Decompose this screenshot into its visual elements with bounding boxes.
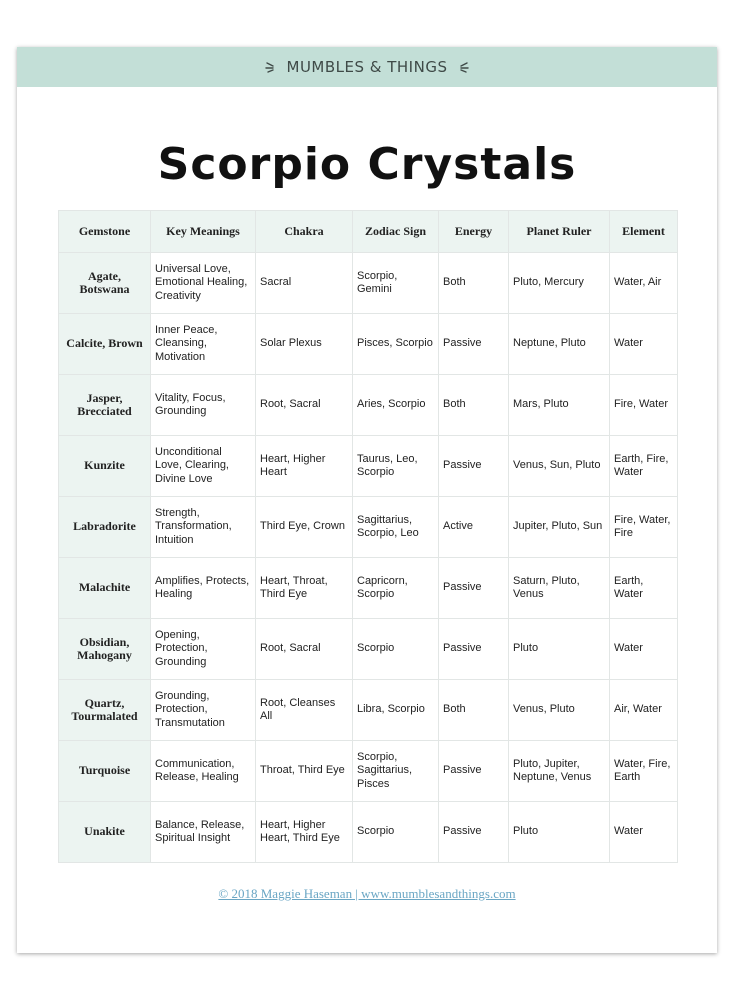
energy-cell: Both bbox=[439, 253, 509, 314]
zodiac-sign-cell: Scorpio, Sagittarius, Pisces bbox=[353, 741, 439, 802]
planet-ruler-cell: Jupiter, Pluto, Sun bbox=[509, 497, 610, 558]
planet-ruler-cell: Venus, Sun, Pluto bbox=[509, 436, 610, 497]
column-header: Zodiac Sign bbox=[353, 211, 439, 253]
energy-cell: Passive bbox=[439, 558, 509, 619]
energy-cell: Passive bbox=[439, 802, 509, 863]
sparkle-right-icon bbox=[453, 59, 469, 75]
key-meanings-cell: Universal Love, Emotional Healing, Creativity bbox=[151, 253, 256, 314]
chakra-cell: Sacral bbox=[256, 253, 353, 314]
energy-cell: Both bbox=[439, 680, 509, 741]
copyright-footer-link[interactable]: © 2018 Maggie Haseman | www.mumblesandthings.com bbox=[218, 886, 516, 901]
planet-ruler-cell: Venus, Pluto bbox=[509, 680, 610, 741]
chakra-cell: Throat, Third Eye bbox=[256, 741, 353, 802]
table-row bbox=[59, 375, 678, 436]
key-meanings-cell: Communication, Release, Healing bbox=[151, 741, 256, 802]
zodiac-sign-cell: Sagittarius, Scorpio, Leo bbox=[353, 497, 439, 558]
zodiac-sign-cell: Capricorn, Scorpio bbox=[353, 558, 439, 619]
zodiac-sign-cell: Scorpio bbox=[353, 802, 439, 863]
key-meanings-cell: Unconditional Love, Clearing, Divine Love bbox=[151, 436, 256, 497]
gemstone-cell: Labradorite bbox=[59, 497, 151, 558]
crystals-table bbox=[58, 210, 678, 863]
planet-ruler-cell: Pluto bbox=[509, 619, 610, 680]
table-row bbox=[59, 558, 678, 619]
gemstone-cell: Kunzite bbox=[59, 436, 151, 497]
element-cell: Water, Fire, Earth bbox=[610, 741, 678, 802]
table-row bbox=[59, 314, 678, 375]
planet-ruler-cell: Saturn, Pluto, Venus bbox=[509, 558, 610, 619]
gemstone-cell: Agate, Botswana bbox=[59, 253, 151, 314]
chakra-cell: Root, Sacral bbox=[256, 375, 353, 436]
element-cell: Water, Air bbox=[610, 253, 678, 314]
planet-ruler-cell: Neptune, Pluto bbox=[509, 314, 610, 375]
gemstone-cell: Malachite bbox=[59, 558, 151, 619]
sparkle-left-icon bbox=[265, 59, 281, 75]
key-meanings-cell: Opening, Protection, Grounding bbox=[151, 619, 256, 680]
zodiac-sign-cell: Taurus, Leo, Scorpio bbox=[353, 436, 439, 497]
key-meanings-cell: Vitality, Focus, Grounding bbox=[151, 375, 256, 436]
column-header: Energy bbox=[439, 211, 509, 253]
table-row bbox=[59, 680, 678, 741]
table-row bbox=[59, 619, 678, 680]
zodiac-sign-cell: Aries, Scorpio bbox=[353, 375, 439, 436]
printable-page bbox=[17, 47, 717, 953]
key-meanings-cell: Balance, Release, Spiritual Insight bbox=[151, 802, 256, 863]
key-meanings-cell: Grounding, Protection, Transmutation bbox=[151, 680, 256, 741]
element-cell: Water bbox=[610, 802, 678, 863]
element-cell: Air, Water bbox=[610, 680, 678, 741]
energy-cell: Both bbox=[439, 375, 509, 436]
table-row bbox=[59, 802, 678, 863]
table-row bbox=[59, 253, 678, 314]
chakra-cell: Root, Cleanses All bbox=[256, 680, 353, 741]
column-header: Chakra bbox=[256, 211, 353, 253]
table-row bbox=[59, 436, 678, 497]
zodiac-sign-cell: Scorpio, Gemini bbox=[353, 253, 439, 314]
chakra-cell: Heart, Higher Heart, Third Eye bbox=[256, 802, 353, 863]
page-title: Scorpio Crystals bbox=[157, 139, 577, 190]
energy-cell: Active bbox=[439, 497, 509, 558]
chakra-cell: Heart, Higher Heart bbox=[256, 436, 353, 497]
planet-ruler-cell: Pluto bbox=[509, 802, 610, 863]
energy-cell: Passive bbox=[439, 436, 509, 497]
zodiac-sign-cell: Pisces, Scorpio bbox=[353, 314, 439, 375]
chakra-cell: Root, Sacral bbox=[256, 619, 353, 680]
key-meanings-cell: Amplifies, Protects, Healing bbox=[151, 558, 256, 619]
chakra-cell: Heart, Throat, Third Eye bbox=[256, 558, 353, 619]
element-cell: Fire, Water bbox=[610, 375, 678, 436]
zodiac-sign-cell: Libra, Scorpio bbox=[353, 680, 439, 741]
gemstone-cell: Quartz, Tourmalated bbox=[59, 680, 151, 741]
table-header-row bbox=[59, 211, 678, 253]
column-header: Element bbox=[610, 211, 678, 253]
brand-logo-text: MUMBLES & THINGS bbox=[286, 58, 448, 76]
column-header: Gemstone bbox=[59, 211, 151, 253]
zodiac-sign-cell: Scorpio bbox=[353, 619, 439, 680]
element-cell: Water bbox=[610, 314, 678, 375]
element-cell: Earth, Fire, Water bbox=[610, 436, 678, 497]
planet-ruler-cell: Pluto, Jupiter, Neptune, Venus bbox=[509, 741, 610, 802]
energy-cell: Passive bbox=[439, 314, 509, 375]
brand-header-bar bbox=[17, 47, 717, 87]
gemstone-cell: Obsidian, Mahogany bbox=[59, 619, 151, 680]
chakra-cell: Third Eye, Crown bbox=[256, 497, 353, 558]
element-cell: Fire, Water, Fire bbox=[610, 497, 678, 558]
planet-ruler-cell: Pluto, Mercury bbox=[509, 253, 610, 314]
gemstone-cell: Calcite, Brown bbox=[59, 314, 151, 375]
gemstone-cell: Unakite bbox=[59, 802, 151, 863]
energy-cell: Passive bbox=[439, 619, 509, 680]
gemstone-cell: Turquoise bbox=[59, 741, 151, 802]
energy-cell: Passive bbox=[439, 741, 509, 802]
planet-ruler-cell: Mars, Pluto bbox=[509, 375, 610, 436]
table-row bbox=[59, 741, 678, 802]
chakra-cell: Solar Plexus bbox=[256, 314, 353, 375]
key-meanings-cell: Inner Peace, Cleansing, Motivation bbox=[151, 314, 256, 375]
gemstone-cell: Jasper, Brecciated bbox=[59, 375, 151, 436]
column-header: Key Meanings bbox=[151, 211, 256, 253]
table-row bbox=[59, 497, 678, 558]
key-meanings-cell: Strength, Transformation, Intuition bbox=[151, 497, 256, 558]
element-cell: Earth, Water bbox=[610, 558, 678, 619]
element-cell: Water bbox=[610, 619, 678, 680]
column-header: Planet Ruler bbox=[509, 211, 610, 253]
